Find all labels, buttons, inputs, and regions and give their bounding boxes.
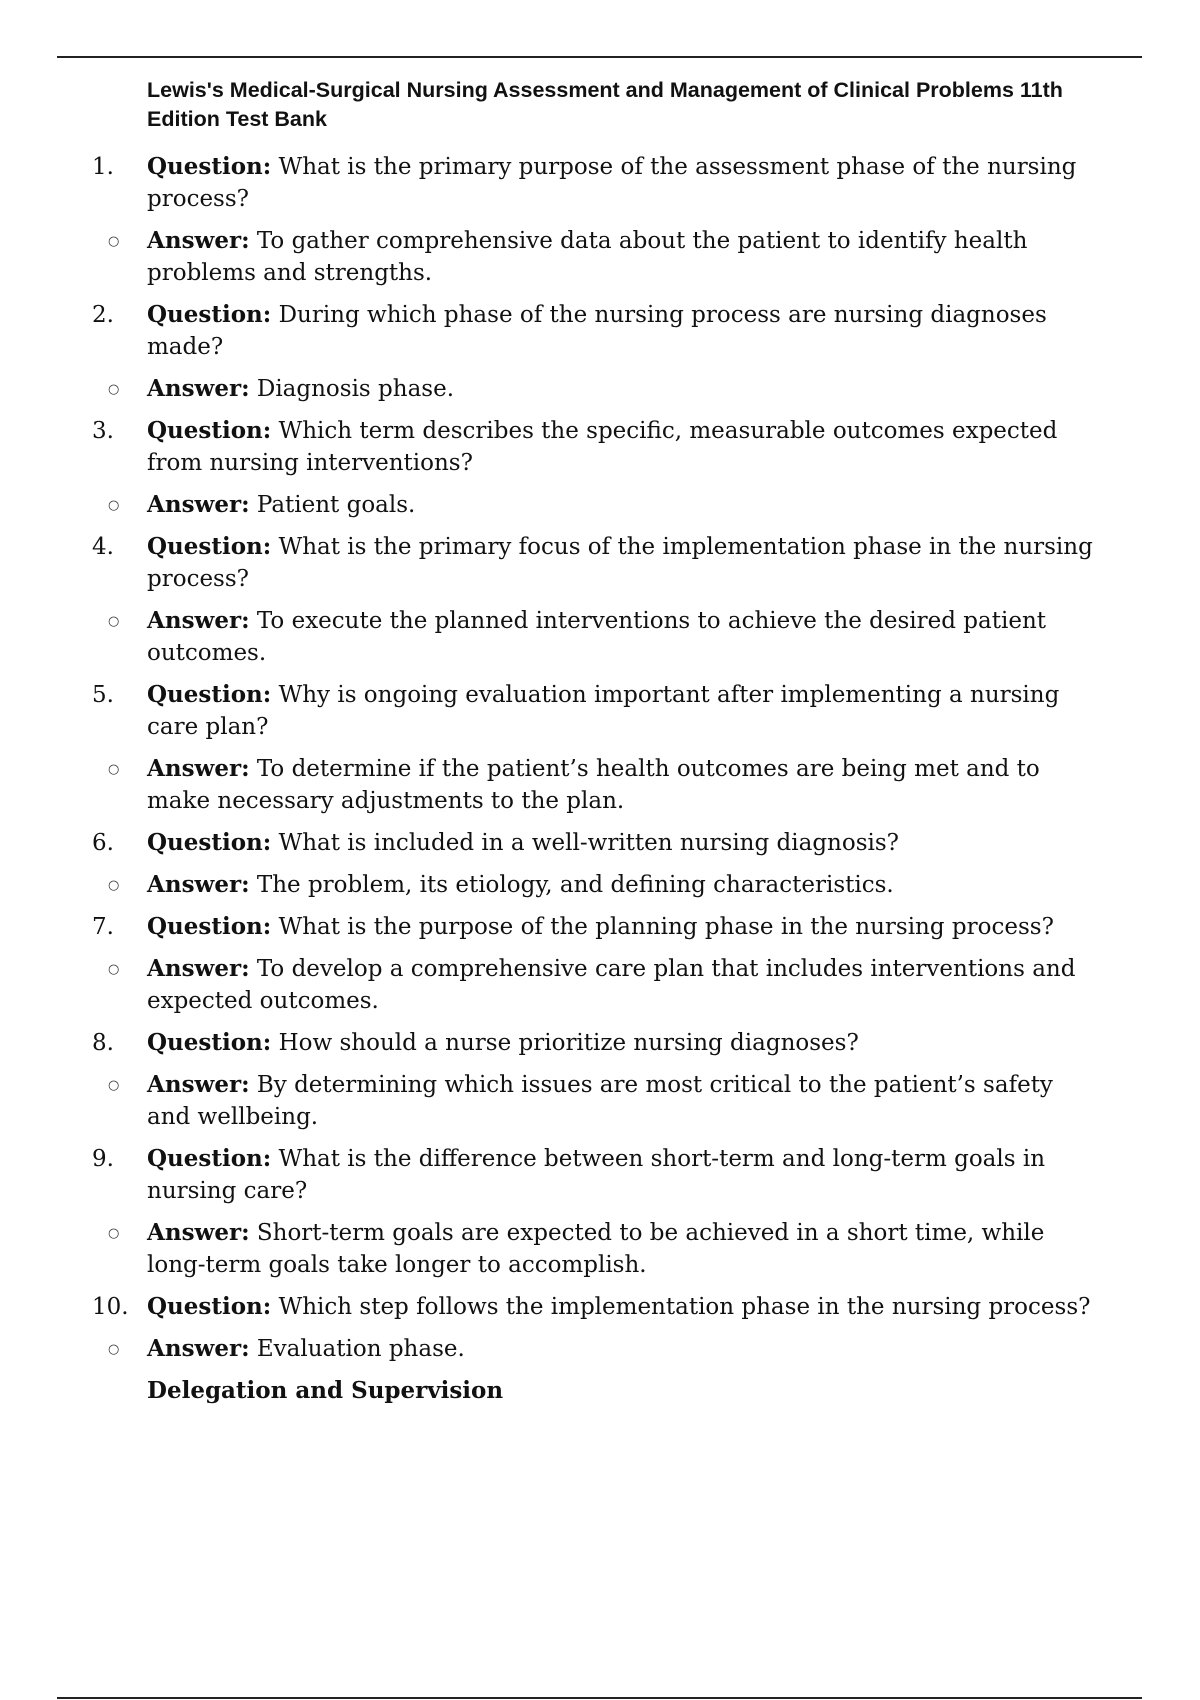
question-item	[0, 827, 1097, 859]
question-text: What is the primary purpose of the assessment phase of the nursing process?	[147, 154, 1077, 212]
answer-item	[0, 605, 1097, 669]
answer-label: Answer:	[147, 607, 250, 634]
question-text: Which step follows the implementation phase in the nursing process?	[278, 1294, 1091, 1320]
question-number: 1.	[92, 154, 114, 180]
answer-item	[0, 1069, 1097, 1133]
hollow-circle-bullet-icon: ○	[108, 498, 120, 513]
hollow-circle-bullet-icon: ○	[108, 1342, 120, 1357]
question-number: 8.	[92, 1030, 114, 1056]
hollow-circle-bullet-icon: ○	[108, 382, 120, 397]
question-text: Which term describes the specific, measurable outcomes expected from nursing interventions?	[147, 418, 1058, 476]
qa-list	[0, 151, 1200, 1365]
question-item	[0, 1027, 1097, 1059]
hollow-circle-bullet-icon: ○	[108, 762, 120, 777]
question-label: Question:	[147, 533, 272, 560]
answer-item	[0, 953, 1097, 1017]
question-item	[0, 531, 1097, 595]
answer-item	[0, 373, 1097, 405]
question-number: 10.	[92, 1294, 129, 1320]
bottom-rule	[57, 1697, 1142, 1699]
answer-label: Answer:	[147, 227, 250, 254]
question-text: What is the purpose of the planning phase in the nursing process?	[278, 914, 1054, 940]
question-label: Question:	[147, 1029, 272, 1056]
question-number: 2.	[92, 302, 114, 328]
answer-text: Patient goals.	[256, 492, 416, 518]
answer-item	[0, 489, 1097, 521]
question-label: Question:	[147, 1293, 272, 1320]
question-number: 7.	[92, 914, 114, 940]
answer-text: To determine if the patient’s health outcomes are being met and to make necessary adjustments to the plan.	[147, 756, 1040, 814]
question-number: 9.	[92, 1146, 114, 1172]
answer-label: Answer:	[147, 1071, 250, 1098]
answer-item	[0, 869, 1097, 901]
answer-text: Diagnosis phase.	[256, 376, 455, 402]
answer-label: Answer:	[147, 375, 250, 402]
answer-label: Answer:	[147, 755, 250, 782]
question-item	[0, 911, 1097, 943]
top-rule	[57, 56, 1142, 58]
question-label: Question:	[147, 829, 272, 856]
question-label: Question:	[147, 153, 272, 180]
hollow-circle-bullet-icon: ○	[108, 962, 120, 977]
document-body	[0, 76, 1200, 1407]
question-number: 3.	[92, 418, 114, 444]
answer-text: To gather comprehensive data about the patient to identify health problems and strengths.	[147, 228, 1028, 286]
question-label: Question:	[147, 681, 272, 708]
question-text: Why is ongoing evaluation important after implementing a nursing care plan?	[147, 682, 1060, 740]
answer-text: Short-term goals are expected to be achieved in a short time, while long-term goals take longer to accomplish.	[147, 1220, 1045, 1278]
hollow-circle-bullet-icon: ○	[108, 878, 120, 893]
answer-item	[0, 753, 1097, 817]
hollow-circle-bullet-icon: ○	[108, 614, 120, 629]
question-item	[0, 299, 1097, 363]
question-label: Question:	[147, 1145, 272, 1172]
answer-item	[0, 1333, 1097, 1365]
answer-text: The problem, its etiology, and defining characteristics.	[256, 872, 894, 898]
document-title: Lewis's Medical-Surgical Nursing Assessment and Management of Clinical Problems 11th Edition Test Bank	[147, 78, 1063, 131]
answer-label: Answer:	[147, 955, 250, 982]
question-item	[0, 1143, 1097, 1207]
hollow-circle-bullet-icon: ○	[108, 1226, 120, 1241]
question-item	[0, 151, 1097, 215]
question-label: Question:	[147, 417, 272, 444]
answer-text: To develop a comprehensive care plan that includes interventions and expected outcomes.	[147, 956, 1076, 1014]
answer-item	[0, 225, 1097, 289]
question-item	[0, 415, 1097, 479]
question-text: How should a nurse prioritize nursing diagnoses?	[278, 1030, 859, 1056]
hollow-circle-bullet-icon: ○	[108, 1078, 120, 1093]
answer-label: Answer:	[147, 1335, 250, 1362]
question-item	[0, 1291, 1097, 1323]
question-number: 6.	[92, 830, 114, 856]
answer-text: To execute the planned interventions to achieve the desired patient outcomes.	[147, 608, 1046, 666]
question-number: 4.	[92, 534, 114, 560]
question-text: What is the primary focus of the implementation phase in the nursing process?	[147, 534, 1093, 592]
answer-text: By determining which issues are most critical to the patient’s safety and wellbeing.	[147, 1072, 1053, 1130]
question-number: 5.	[92, 682, 114, 708]
answer-item	[0, 1217, 1097, 1281]
answer-text: Evaluation phase.	[256, 1336, 465, 1362]
hollow-circle-bullet-icon: ○	[108, 234, 120, 249]
answer-label: Answer:	[147, 871, 250, 898]
question-item	[0, 679, 1097, 743]
question-label: Question:	[147, 913, 272, 940]
answer-label: Answer:	[147, 491, 250, 518]
section-heading: Delegation and Supervision	[147, 1377, 504, 1404]
question-text: What is the difference between short-term and long-term goals in nursing care?	[147, 1146, 1046, 1204]
answer-label: Answer:	[147, 1219, 250, 1246]
question-text: During which phase of the nursing process are nursing diagnoses made?	[147, 302, 1047, 360]
question-label: Question:	[147, 301, 272, 328]
question-text: What is included in a well-written nursing diagnosis?	[278, 830, 899, 856]
